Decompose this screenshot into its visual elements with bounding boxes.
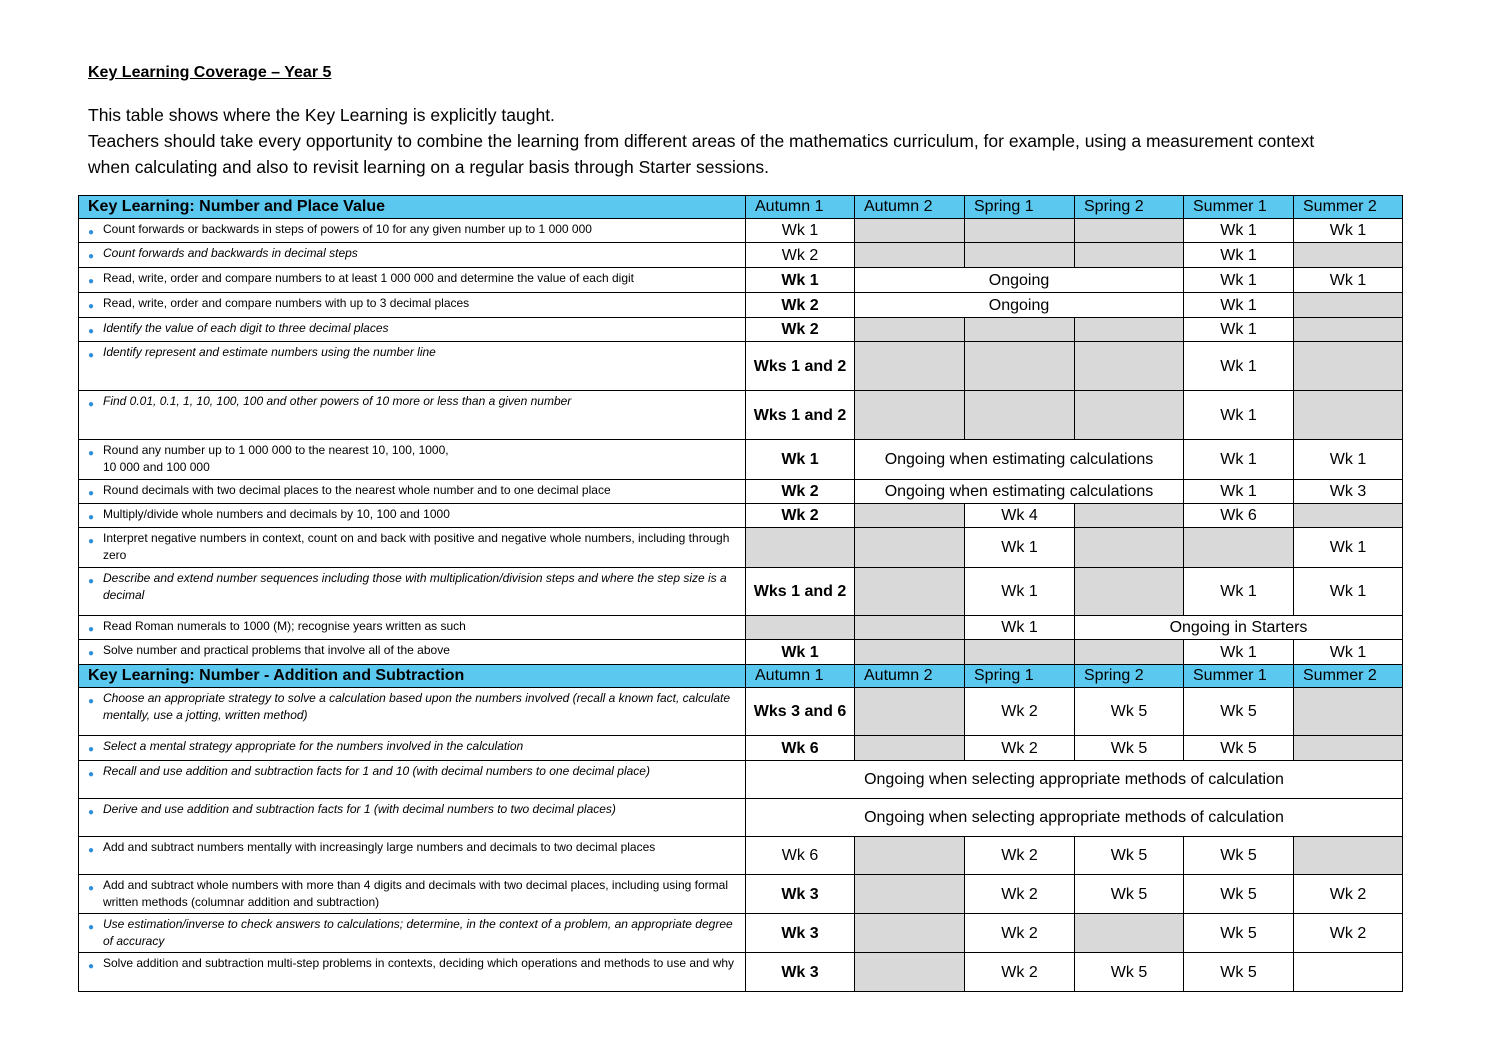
empty-cell <box>855 875 965 914</box>
term-header: Autumn 1 <box>746 665 855 688</box>
table-row <box>79 318 1403 342</box>
section-title: Key Learning: Number - Addition and Subtraction <box>79 665 746 688</box>
week-cell <box>1294 953 1403 992</box>
intro-line: This table shows where the Key Learning is explicitly taught. <box>88 105 555 125</box>
objective-text: Choose an appropriate strategy to solve a calculation based upon the numbers involved (recall a known fact, calculate mentally, use a jotting, written method) <box>103 691 731 722</box>
intro-line: when calculating and also to revisit learning on a regular basis through Starter sessions. <box>88 157 769 177</box>
week-cell: Wk 2 <box>746 504 855 528</box>
week-cell: Wk 1 <box>1184 568 1294 616</box>
week-cell: Ongoing when selecting appropriate methods of calculation <box>746 799 1403 837</box>
week-cell: Ongoing <box>855 268 1184 293</box>
objective-text: Describe and extend number sequences including those with multiplication/division steps and where the step size is a decimal <box>103 571 727 602</box>
week-cell: Wk 2 <box>965 837 1075 875</box>
week-cell: Wk 1 <box>1184 640 1294 665</box>
objective-text: Round decimals with two decimal places to the nearest whole number and to one decimal place <box>103 483 611 497</box>
week-cell: Wk 1 <box>1294 219 1403 243</box>
week-cell: Wk 2 <box>746 293 855 318</box>
week-cell: Wks 3 and 6 <box>746 688 855 736</box>
bullet-icon: ● <box>88 961 95 972</box>
objective-cell <box>79 391 746 440</box>
empty-cell <box>746 528 855 568</box>
empty-cell <box>855 568 965 616</box>
week-cell: Wk 2 <box>965 736 1075 761</box>
empty-cell <box>1294 243 1403 268</box>
objective-cell <box>79 480 746 504</box>
week-cell: Wk 2 <box>965 914 1075 953</box>
empty-cell <box>1075 640 1184 665</box>
objective-cell <box>79 616 746 640</box>
table-row <box>79 761 1403 799</box>
empty-cell <box>855 616 965 640</box>
bullet-icon: ● <box>88 536 95 547</box>
empty-cell <box>965 640 1075 665</box>
empty-cell <box>1294 342 1403 391</box>
empty-cell <box>1294 837 1403 875</box>
section-header-row <box>79 196 1403 219</box>
bullet-icon: ● <box>88 845 95 856</box>
table-row <box>79 736 1403 761</box>
week-cell: Wk 1 <box>1184 318 1294 342</box>
empty-cell <box>965 219 1075 243</box>
week-cell: Wk 3 <box>1294 480 1403 504</box>
week-cell: Wk 1 <box>1184 293 1294 318</box>
empty-cell <box>965 342 1075 391</box>
bullet-icon: ● <box>88 276 95 287</box>
week-cell: Wk 6 <box>746 736 855 761</box>
bullet-icon: ● <box>88 744 95 755</box>
week-cell: Ongoing in Starters <box>1075 616 1403 640</box>
empty-cell <box>855 688 965 736</box>
objective-text: Identify represent and estimate numbers using the number line <box>103 345 436 359</box>
objective-text: Interpret negative numbers in context, count on and back with positive and negative whole numbers, including through zero <box>103 531 730 562</box>
table-row <box>79 799 1403 837</box>
week-cell: Wk 5 <box>1075 736 1184 761</box>
empty-cell <box>855 504 965 528</box>
objective-cell <box>79 440 746 480</box>
week-cell: Ongoing when estimating calculations <box>855 480 1184 504</box>
objective-text: Select a mental strategy appropriate for the numbers involved in the calculation <box>103 739 524 753</box>
week-cell: Wk 3 <box>746 953 855 992</box>
section-title: Key Learning: Number and Place Value <box>79 196 746 219</box>
bullet-icon: ● <box>88 512 95 523</box>
bullet-icon: ● <box>88 696 95 707</box>
objective-cell <box>79 568 746 616</box>
week-cell: Wk 1 <box>1294 640 1403 665</box>
week-cell: Wk 3 <box>746 914 855 953</box>
bullet-icon: ● <box>88 227 95 238</box>
term-header: Summer 2 <box>1294 196 1403 219</box>
empty-cell <box>1294 318 1403 342</box>
empty-cell <box>965 243 1075 268</box>
week-cell: Wk 5 <box>1184 837 1294 875</box>
term-header: Spring 1 <box>965 665 1075 688</box>
term-header: Spring 2 <box>1075 196 1184 219</box>
term-header: Spring 1 <box>965 196 1075 219</box>
week-cell: Wks 1 and 2 <box>746 342 855 391</box>
week-cell: Wk 2 <box>746 318 855 342</box>
objective-text: Identify the value of each digit to three decimal places <box>103 321 389 335</box>
empty-cell <box>965 391 1075 440</box>
term-header: Summer 2 <box>1294 665 1403 688</box>
week-cell: Wk 6 <box>746 837 855 875</box>
empty-cell <box>1075 568 1184 616</box>
coverage-table <box>78 195 1403 992</box>
objective-cell <box>79 268 746 293</box>
bullet-icon: ● <box>88 576 95 587</box>
week-cell: Wk 2 <box>965 953 1075 992</box>
week-cell: Wk 2 <box>746 243 855 268</box>
week-cell: Wk 2 <box>746 480 855 504</box>
objective-text: Derive and use addition and subtraction facts for 1 (with decimal numbers to two decimal places) <box>103 802 616 816</box>
empty-cell <box>855 837 965 875</box>
empty-cell <box>1075 914 1184 953</box>
table-row <box>79 342 1403 391</box>
week-cell: Wk 1 <box>746 440 855 480</box>
week-cell: Wk 2 <box>965 875 1075 914</box>
objective-text: Read, write, order and compare numbers to at least 1 000 000 and determine the value of each digit <box>103 271 634 285</box>
week-cell: Ongoing when estimating calculations <box>855 440 1184 480</box>
objective-text: Solve number and practical problems that involve all of the above <box>103 643 450 657</box>
intro-line: Teachers should take every opportunity to combine the learning from different areas of the mathematics curriculum, for example, using a measurement context <box>88 131 1315 151</box>
bullet-icon: ● <box>88 624 95 635</box>
bullet-icon: ● <box>88 301 95 312</box>
empty-cell <box>855 528 965 568</box>
week-cell: Wk 5 <box>1075 953 1184 992</box>
week-cell: Wk 1 <box>746 640 855 665</box>
objective-text: Add and subtract whole numbers with more than 4 digits and decimals with two decimal places, including using formal written methods (columnar addition and subtraction) <box>103 878 728 909</box>
term-header: Autumn 1 <box>746 196 855 219</box>
empty-cell <box>1075 219 1184 243</box>
week-cell: Wks 1 and 2 <box>746 391 855 440</box>
objective-text: Read, write, order and compare numbers with up to 3 decimal places <box>103 296 470 310</box>
empty-cell <box>1184 528 1294 568</box>
empty-cell <box>1075 504 1184 528</box>
objective-cell <box>79 761 746 799</box>
empty-cell <box>1075 391 1184 440</box>
bullet-icon: ● <box>88 922 95 933</box>
table-row <box>79 268 1403 293</box>
bullet-icon: ● <box>88 883 95 894</box>
table-row <box>79 875 1403 914</box>
week-cell: Wk 1 <box>746 268 855 293</box>
week-cell: Wk 1 <box>1184 342 1294 391</box>
objective-cell <box>79 293 746 318</box>
term-header: Autumn 2 <box>855 665 965 688</box>
empty-cell <box>965 318 1075 342</box>
table-row <box>79 837 1403 875</box>
objective-cell <box>79 243 746 268</box>
term-header: Spring 2 <box>1075 665 1184 688</box>
objective-text: Count forwards and backwards in decimal steps <box>103 246 358 260</box>
week-cell: Wk 5 <box>1075 875 1184 914</box>
objective-cell <box>79 342 746 391</box>
week-cell: Wk 5 <box>1184 914 1294 953</box>
week-cell: Ongoing when selecting appropriate methods of calculation <box>746 761 1403 799</box>
empty-cell <box>855 736 965 761</box>
week-cell: Wk 1 <box>1294 528 1403 568</box>
table-row <box>79 953 1403 992</box>
section-header-row <box>79 665 1403 688</box>
objective-text: Read Roman numerals to 1000 (M); recognise years written as such <box>103 619 466 633</box>
empty-cell <box>1294 391 1403 440</box>
empty-cell <box>1075 318 1184 342</box>
objective-cell <box>79 736 746 761</box>
bullet-icon: ● <box>88 399 95 410</box>
table-row <box>79 480 1403 504</box>
table-row <box>79 616 1403 640</box>
table-row <box>79 568 1403 616</box>
empty-cell <box>855 953 965 992</box>
empty-cell <box>855 640 965 665</box>
week-cell: Wk 5 <box>1075 688 1184 736</box>
objective-cell <box>79 688 746 736</box>
week-cell: Wk 1 <box>1184 268 1294 293</box>
week-cell: Wk 1 <box>1184 391 1294 440</box>
bullet-icon: ● <box>88 807 95 818</box>
bullet-icon: ● <box>88 769 95 780</box>
objective-cell <box>79 953 746 992</box>
bullet-icon: ● <box>88 326 95 337</box>
week-cell: Wks 1 and 2 <box>746 568 855 616</box>
empty-cell <box>1075 243 1184 268</box>
week-cell: Wk 5 <box>1075 837 1184 875</box>
table-row <box>79 688 1403 736</box>
week-cell: Wk 2 <box>1294 914 1403 953</box>
bullet-icon: ● <box>88 350 95 361</box>
term-header: Summer 1 <box>1184 196 1294 219</box>
objective-text: Recall and use addition and subtraction facts for 1 and 10 (with decimal numbers to one decimal place) <box>103 764 650 778</box>
objective-text: Count forwards or backwards in steps of powers of 10 for any given number up to 1 000 000 <box>103 222 592 236</box>
week-cell: Wk 2 <box>965 688 1075 736</box>
empty-cell <box>855 219 965 243</box>
objective-text: Multiply/divide whole numbers and decimals by 10, 100 and 1000 <box>103 507 450 521</box>
objective-cell <box>79 914 746 953</box>
table-row <box>79 391 1403 440</box>
empty-cell <box>855 318 965 342</box>
week-cell: Wk 1 <box>1294 440 1403 480</box>
bullet-icon: ● <box>88 448 95 459</box>
table-row <box>79 528 1403 568</box>
document-title: Key Learning Coverage – Year 5 <box>88 64 332 81</box>
week-cell: Wk 2 <box>1294 875 1403 914</box>
empty-cell <box>1294 688 1403 736</box>
table-row <box>79 243 1403 268</box>
bullet-icon: ● <box>88 648 95 659</box>
week-cell: Wk 1 <box>965 568 1075 616</box>
objective-text: Add and subtract numbers mentally with increasingly large numbers and decimals to two decimal places <box>103 840 656 854</box>
table-row <box>79 219 1403 243</box>
objective-cell <box>79 640 746 665</box>
objective-cell <box>79 219 746 243</box>
week-cell: Wk 1 <box>1294 268 1403 293</box>
empty-cell <box>855 391 965 440</box>
week-cell: Wk 5 <box>1184 688 1294 736</box>
week-cell: Wk 1 <box>965 616 1075 640</box>
table-row <box>79 914 1403 953</box>
table-row <box>79 504 1403 528</box>
week-cell: Wk 5 <box>1184 736 1294 761</box>
week-cell: Wk 3 <box>746 875 855 914</box>
empty-cell <box>746 616 855 640</box>
term-header: Autumn 2 <box>855 196 965 219</box>
empty-cell <box>1075 342 1184 391</box>
bullet-icon: ● <box>88 251 95 262</box>
week-cell: Wk 1 <box>965 528 1075 568</box>
week-cell: Wk 1 <box>1294 568 1403 616</box>
week-cell: Wk 5 <box>1184 875 1294 914</box>
week-cell: Wk 4 <box>965 504 1075 528</box>
empty-cell <box>1294 504 1403 528</box>
empty-cell <box>1294 293 1403 318</box>
objective-cell <box>79 837 746 875</box>
empty-cell <box>855 243 965 268</box>
week-cell: Wk 6 <box>1184 504 1294 528</box>
empty-cell <box>855 914 965 953</box>
week-cell: Wk 1 <box>1184 219 1294 243</box>
objective-cell <box>79 528 746 568</box>
objective-text: Use estimation/inverse to check answers to calculations; determine, in the context of a problem, an appropriate degree of accuracy <box>103 917 733 948</box>
empty-cell <box>855 342 965 391</box>
week-cell: Wk 1 <box>1184 440 1294 480</box>
objective-text: Solve addition and subtraction multi-step problems in contexts, deciding which operations and methods to use and why <box>103 956 735 970</box>
empty-cell <box>1294 736 1403 761</box>
table-row <box>79 440 1403 480</box>
table-row <box>79 640 1403 665</box>
week-cell: Wk 1 <box>1184 480 1294 504</box>
bullet-icon: ● <box>88 488 95 499</box>
objective-cell <box>79 504 746 528</box>
week-cell: Wk 1 <box>1184 243 1294 268</box>
table-row <box>79 293 1403 318</box>
week-cell: Ongoing <box>855 293 1184 318</box>
objective-cell <box>79 875 746 914</box>
objective-text: Round any number up to 1 000 000 to the nearest 10, 100, 1000, 10 000 and 100 000 <box>103 443 449 474</box>
objective-text: Find 0.01, 0.1, 1, 10, 100, 100 and other powers of 10 more or less than a given number <box>103 394 572 408</box>
term-header: Summer 1 <box>1184 665 1294 688</box>
objective-cell <box>79 318 746 342</box>
objective-cell <box>79 799 746 837</box>
empty-cell <box>1075 528 1184 568</box>
week-cell: Wk 1 <box>746 219 855 243</box>
week-cell: Wk 5 <box>1184 953 1294 992</box>
